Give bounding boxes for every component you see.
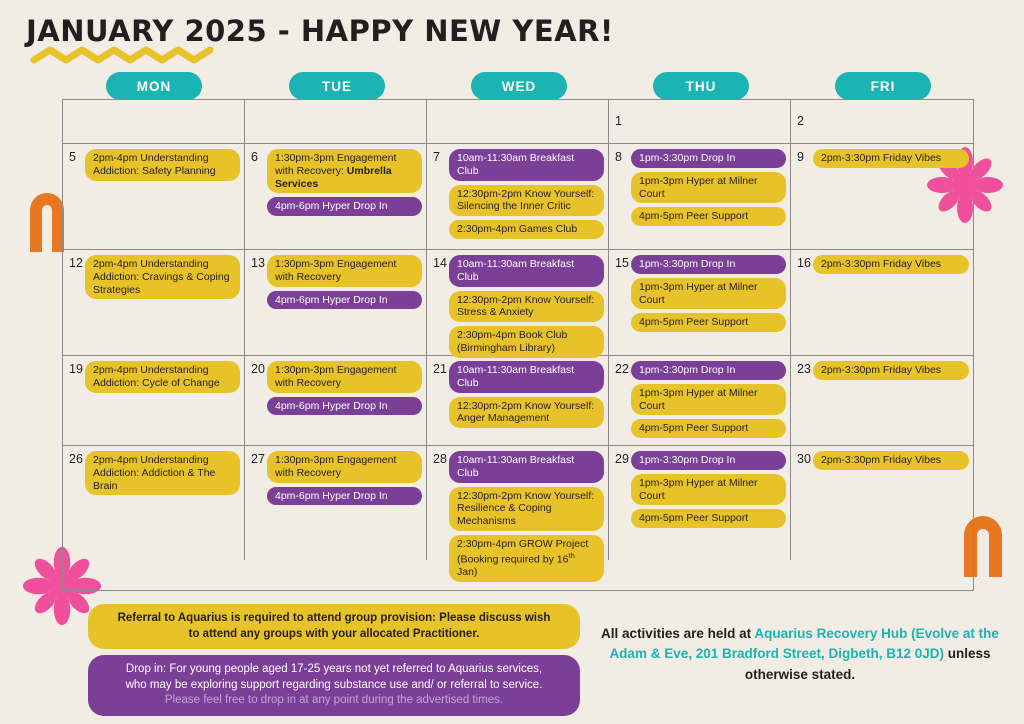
day-number: 26 [69,452,83,466]
dropin-note-secondary: Please feel free to drop in at any point during the advertised times. [164,694,504,707]
day-number: 16 [797,256,811,270]
calendar-cell [609,356,791,446]
calendar-cell [427,100,609,144]
calendar-event[interactable]: 4pm-6pm Hyper Drop In [267,487,422,506]
calendar-event[interactable]: 4pm-5pm Peer Support [631,207,786,226]
page-title: JANUARY 2025 - HAPPY NEW YEAR! [26,14,614,48]
day-number: 28 [433,452,447,466]
calendar-event[interactable]: 2:30pm-4pm Games Club [449,220,604,239]
calendar-cell [63,250,245,356]
day-number: 2 [797,114,804,128]
calendar-event[interactable]: 1pm-3pm Hyper at Milner Court [631,172,786,204]
calendar-cell [427,356,609,446]
dropin-note [88,655,580,716]
calendar-event[interactable]: 1pm-3pm Hyper at Milner Court [631,384,786,416]
day-number: 1 [615,114,622,128]
calendar-event[interactable]: 10am-11:30am Breakfast Club [449,255,604,287]
day-number: 6 [251,150,258,164]
calendar-event[interactable]: 12:30pm-2pm Know Yourself: Anger Management [449,397,604,429]
calendar-event[interactable]: 12:30pm-2pm Know Yourself: Stress & Anxiety [449,291,604,323]
calendar-cell [791,356,973,446]
calendar-event[interactable]: 4pm-6pm Hyper Drop In [267,291,422,310]
calendar-cell [609,446,791,560]
calendar-cell [245,100,427,144]
calendar-grid [62,99,974,591]
calendar-cell [791,250,973,356]
calendar-event[interactable]: 2:30pm-4pm GROW Project (Booking required by 16th Jan) [449,535,604,582]
calendar-event[interactable]: 4pm-5pm Peer Support [631,419,786,438]
day-number: 22 [615,362,629,376]
calendar-event[interactable]: 10am-11:30am Breakfast Club [449,361,604,393]
calendar-cell [609,250,791,356]
day-number: 14 [433,256,447,270]
calendar-event[interactable]: 1pm-3:30pm Drop In [631,255,786,274]
calendar-event[interactable]: 1:30pm-3pm Engagement with Recovery [267,255,422,287]
calendar-cell [245,446,427,560]
referral-note: Referral to Aquarius is required to attend group provision: Please discuss wish to attend any groups with your allocated Practitioner. [88,604,580,649]
calendar-cell [791,446,973,560]
calendar-event[interactable]: 10am-11:30am Breakfast Club [449,149,604,181]
calendar-cell [609,144,791,250]
calendar-event[interactable]: 1:30pm-3pm Engagement with Recovery [267,361,422,393]
calendar-cell [791,144,973,250]
calendar-event[interactable]: 2pm-4pm Understanding Addiction: Addiction & The Brain [85,451,240,495]
day-number: 21 [433,362,447,376]
calendar-event[interactable]: 2pm-4pm Understanding Addiction: Safety Planning [85,149,240,181]
calendar-event[interactable]: 2:30pm-4pm Book Club (Birmingham Library) [449,326,604,358]
calendar-event[interactable]: 2pm-4pm Understanding Addiction: Cravings & Coping Strategies [85,255,240,299]
calendar-cell [63,446,245,560]
calendar-cell [63,356,245,446]
day-number: 8 [615,150,622,164]
calendar-event[interactable]: 1:30pm-3pm Engagement with Recovery [267,451,422,483]
calendar-event[interactable]: 1pm-3:30pm Drop In [631,149,786,168]
calendar-cell [427,250,609,356]
day-number: 13 [251,256,265,270]
calendar-event[interactable]: 12:30pm-2pm Know Yourself: Resilience & Coping Mechanisms [449,487,604,531]
day-number: 30 [797,452,811,466]
calendar-cell [63,144,245,250]
calendar-event[interactable]: 10am-11:30am Breakfast Club [449,451,604,483]
calendar-event[interactable]: 2pm-3:30pm Friday Vibes [813,255,969,274]
day-number: 19 [69,362,83,376]
calendar-cell [63,100,245,144]
calendar-cell [609,100,791,144]
calendar-event[interactable]: 2pm-3:30pm Friday Vibes [813,361,969,380]
calendar-event[interactable]: 1pm-3:30pm Drop In [631,451,786,470]
calendar-event[interactable]: 1pm-3pm Hyper at Milner Court [631,474,786,506]
day-number: 5 [69,150,76,164]
day-number: 23 [797,362,811,376]
dropin-note-main: Drop in: For young people aged 17-25 years not yet referred to Aquarius services, who may be exploring support regarding substance use and/ or referral to service. [125,663,543,691]
calendar-event[interactable]: 2pm-3:30pm Friday Vibes [813,149,969,168]
footer-notes [88,604,580,716]
calendar-event[interactable]: 1pm-3:30pm Drop In [631,361,786,380]
calendar-event[interactable]: 2pm-4pm Understanding Addiction: Cycle of Change [85,361,240,393]
calendar-event[interactable]: 2pm-3:30pm Friday Vibes [813,451,969,470]
day-number: 15 [615,256,629,270]
squiggle-decoration [30,46,220,66]
day-number: 12 [69,256,83,270]
day-header-fri: FRI [835,72,931,100]
calendar-event[interactable]: 12:30pm-2pm Know Yourself: Silencing the Inner Critic [449,185,604,217]
day-number: 20 [251,362,265,376]
calendar-cell [245,250,427,356]
calendar-event[interactable]: 4pm-5pm Peer Support [631,509,786,528]
calendar-event[interactable]: 4pm-5pm Peer Support [631,313,786,332]
calendar-event[interactable]: 4pm-6pm Hyper Drop In [267,197,422,216]
calendar-cell [245,144,427,250]
day-header-wed: WED [471,72,567,100]
calendar-event[interactable]: 1pm-3pm Hyper at Milner Court [631,278,786,310]
day-header-thu: THU [653,72,749,100]
location-note [600,624,1000,685]
location-name: Aquarius Recovery Hub (Evolve at the Adam & Eve, 201 Bradford Street, Digbeth, B12 0JD) [609,626,999,662]
day-number: 27 [251,452,265,466]
location-suffix: unless otherwise stated. [744,646,991,682]
day-number: 29 [615,452,629,466]
calendar-cell [427,144,609,250]
calendar-event[interactable]: 4pm-6pm Hyper Drop In [267,397,422,416]
calendar-event[interactable]: 1:30pm-3pm Engagement with Recovery: Umbrella Services [267,149,422,193]
day-header-row [62,72,974,100]
day-header-tue: TUE [289,72,385,100]
day-number: 9 [797,150,804,164]
day-number: 7 [433,150,440,164]
location-prefix: All activities are held at [601,626,755,641]
calendar-cell [427,446,609,579]
calendar-cell [245,356,427,446]
calendar-cell [791,100,973,144]
day-header-mon: MON [106,72,202,100]
